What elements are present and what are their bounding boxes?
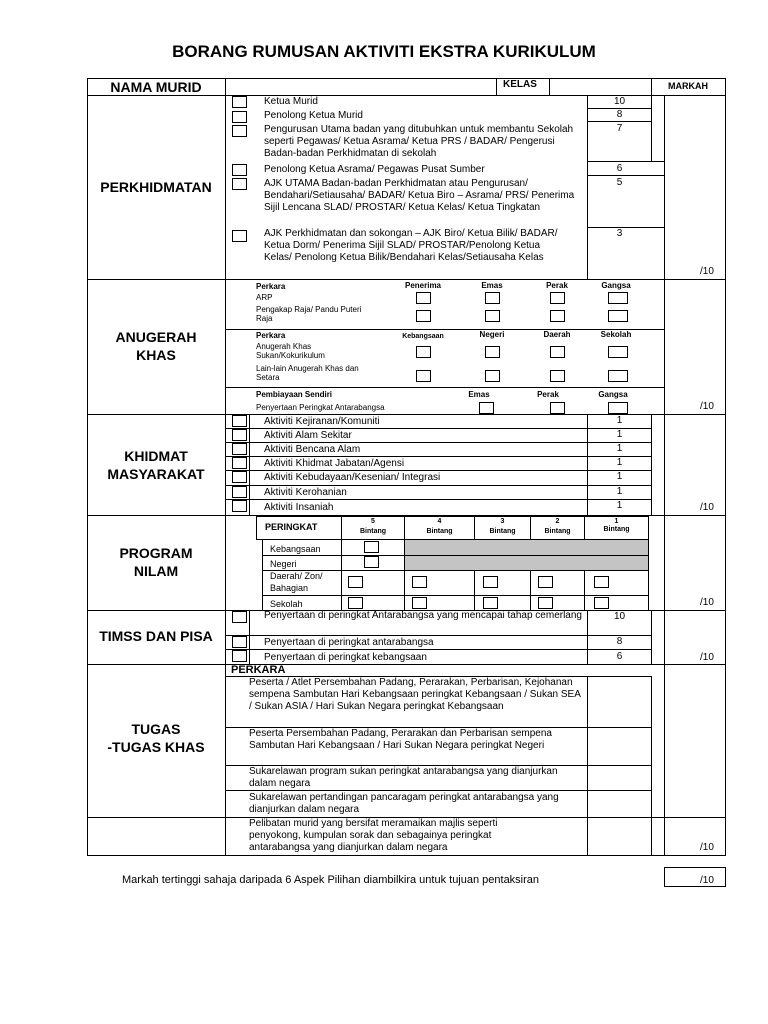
column-header: Perak bbox=[537, 390, 559, 399]
score-value: 10 bbox=[613, 611, 626, 622]
list-item: Penolong Ketua Murid bbox=[264, 110, 363, 121]
column-header: 1 bbox=[614, 518, 619, 525]
divider bbox=[651, 414, 652, 515]
divider bbox=[225, 649, 651, 650]
nilam-sekolah-2-checkbox[interactable] bbox=[538, 597, 553, 609]
divider bbox=[664, 95, 665, 856]
column-header: 2 bbox=[555, 518, 560, 525]
score-value: 8 bbox=[616, 109, 623, 120]
pengurusan-utama-checkbox[interactable] bbox=[232, 125, 247, 137]
divider bbox=[587, 676, 588, 856]
lain-daerah-checkbox[interactable] bbox=[550, 370, 565, 382]
list-item: Penolong Ketua Asrama/ Pegawas Pusat Sumber bbox=[264, 164, 485, 175]
divider bbox=[249, 610, 250, 664]
list-item: Sukarelawan program sukan peringkat antarabangsa yang dianjurkan dalam negara bbox=[249, 766, 558, 790]
table-border bbox=[87, 855, 726, 856]
list-item: Penyertaan di peringkat Antarabangsa yang mencapai tahap cemerlang bbox=[264, 610, 582, 621]
score-value: 6 bbox=[616, 651, 623, 662]
score-value: 3 bbox=[616, 228, 623, 239]
score-value: 10 bbox=[613, 96, 626, 107]
list-item: Negeri bbox=[270, 559, 297, 569]
column-header: Bintang bbox=[544, 528, 571, 535]
divider bbox=[496, 78, 497, 96]
list-item: AJK Perkhidmatan dan sokongan – AJK Biro/ Ketua Bilik/ BADAR/ Ketua Dorm/ Penerima Sijil SLAD/ PROSTAR/Penolong Ketua Kelas/ Penolong Ketua Bilik/Bendahari Kelas/Setiausaha Kelas bbox=[264, 228, 558, 264]
ajk-utama-checkbox[interactable] bbox=[232, 178, 247, 190]
divider bbox=[651, 78, 652, 96]
total-score-label: /10 bbox=[700, 502, 714, 513]
column-header: Negeri bbox=[479, 330, 505, 339]
pengakap-perak-checkbox[interactable] bbox=[550, 310, 565, 322]
timss-antarabangsa-cemerlang-checkbox[interactable] bbox=[232, 611, 247, 623]
divider bbox=[651, 95, 652, 161]
antarabangsa-perak-checkbox[interactable] bbox=[550, 402, 565, 414]
column-header: Bintang bbox=[359, 528, 387, 535]
sukan-kebangsaan-checkbox[interactable] bbox=[416, 346, 431, 358]
column-header: Sekolah bbox=[600, 330, 632, 339]
section-label: KHIDMAT MASYARAKAT bbox=[107, 448, 205, 482]
column-header: Bintang bbox=[426, 528, 453, 535]
nilam-sekolah-5-checkbox[interactable] bbox=[348, 597, 363, 609]
penolong-ketua-murid-checkbox[interactable] bbox=[232, 111, 247, 123]
section-khidmat-masyarakat bbox=[87, 447, 225, 483]
kelas-label: KELAS bbox=[503, 79, 537, 90]
pengakap-emas-checkbox[interactable] bbox=[485, 310, 500, 322]
total-score-label: /10 bbox=[700, 597, 714, 608]
divider bbox=[225, 78, 226, 856]
score-value: 5 bbox=[616, 177, 623, 188]
score-value: 6 bbox=[616, 163, 623, 174]
sukan-negeri-checkbox[interactable] bbox=[485, 346, 500, 358]
column-header: Penerima bbox=[404, 281, 442, 290]
nilam-sekolah-4-checkbox[interactable] bbox=[412, 597, 427, 609]
score-value: 1 bbox=[616, 486, 623, 497]
score-value: 1 bbox=[616, 500, 623, 511]
total-score-label: /10 bbox=[700, 401, 714, 412]
list-item: Aktiviti Kejiranan/Komuniti bbox=[264, 416, 380, 427]
arp-emas-checkbox[interactable] bbox=[485, 292, 500, 304]
list-item: Peserta / Atlet Persembahan Padang, Perarakan, Perbarisan, Kejohanan sempena Sambutan Hari Kebangsaan peringkat Kebangsaan / Sukan SEA / Sukan ASIA / Hari Sukan Negara peringkat Kebangsaan bbox=[249, 677, 581, 713]
divider bbox=[87, 279, 726, 280]
column-header: Gangsa bbox=[601, 281, 631, 290]
list-item: Daerah/ Zon/ Bahagian bbox=[270, 571, 323, 593]
kebudayaan-checkbox[interactable] bbox=[232, 471, 247, 483]
list-item: Aktiviti Insaniah bbox=[264, 502, 334, 513]
final-score-box[interactable] bbox=[664, 867, 726, 887]
footer-note: Markah tertinggi sahaja daripada 6 Aspek Pilihan diambilkira untuk tujuan pentaksiran bbox=[122, 874, 540, 886]
page-title: BORANG RUMUSAN AKTIVITI EKSTRA KURIKULUM bbox=[172, 42, 596, 61]
nama-murid-label: NAMA MURID bbox=[110, 79, 202, 95]
total-score-label: /10 bbox=[700, 875, 714, 886]
section-anugerah-khas bbox=[87, 328, 225, 364]
column-header: Pembiayaan Sendiri bbox=[256, 390, 333, 399]
score-value: 8 bbox=[616, 636, 623, 647]
divider bbox=[587, 175, 664, 176]
column-header: Daerah bbox=[543, 330, 571, 339]
list-item: ARP bbox=[256, 293, 273, 302]
timss-kebangsaan-checkbox[interactable] bbox=[232, 650, 247, 662]
list-item: Peserta Persembahan Padang, Perarakan dan Perbarisan sempena Sambutan Hari Kebangsaan / Hari Sukan Negara peringkat Negeri bbox=[249, 728, 552, 752]
ketua-murid-checkbox[interactable] bbox=[232, 96, 247, 108]
score-value: 1 bbox=[616, 471, 623, 482]
nilam-daerah-1-checkbox[interactable] bbox=[594, 576, 609, 588]
column-header: Emas bbox=[481, 281, 503, 290]
list-item: Penyertaan di peringkat kebangsaan bbox=[264, 652, 427, 663]
section-program-nilam bbox=[87, 544, 225, 580]
nilam-sekolah-1-checkbox[interactable] bbox=[594, 597, 609, 609]
khidmat-jabatan-checkbox[interactable] bbox=[232, 457, 247, 469]
divider bbox=[648, 516, 649, 610]
list-item: Aktiviti Kerohanian bbox=[264, 487, 347, 498]
kelas-field[interactable] bbox=[550, 79, 650, 94]
column-header: Gangsa bbox=[598, 390, 628, 399]
divider bbox=[87, 664, 726, 665]
antarabangsa-emas-checkbox[interactable] bbox=[479, 402, 494, 414]
nilam-kebangsaan-5-checkbox[interactable] bbox=[364, 541, 379, 553]
nilam-daerah-2-checkbox[interactable] bbox=[538, 576, 553, 588]
section-tugas-khas bbox=[87, 720, 225, 756]
list-item: Aktiviti Kebudayaan/Kesenian/ Integrasi bbox=[264, 472, 441, 483]
section-label: ANUGERAH KHAS bbox=[115, 329, 197, 363]
column-header: Kebangsaan bbox=[402, 333, 444, 340]
list-item: Aktiviti Khidmat Jabatan/Agensi bbox=[264, 458, 405, 469]
divider bbox=[256, 516, 257, 540]
alam-sekitar-checkbox[interactable] bbox=[232, 429, 247, 441]
divider bbox=[651, 610, 652, 664]
divider bbox=[225, 387, 664, 388]
total-score-label: /10 bbox=[700, 842, 714, 853]
lain-negeri-checkbox[interactable] bbox=[485, 370, 500, 382]
nilam-sekolah-3-checkbox[interactable] bbox=[483, 597, 498, 609]
list-item: Penyertaan Peringkat Antarabangsa bbox=[256, 403, 385, 412]
total-score-label: /10 bbox=[700, 266, 714, 277]
score-value: 1 bbox=[616, 429, 623, 440]
divider bbox=[262, 540, 263, 610]
list-item: AJK UTAMA Badan-badan Perkhidmatan atau Pengurusan/ Bendahari/Setiausaha/ BADAR/ Ketua Biro – Asrama/ PRS/ Penerima Sijil Lencana SLAD/ PROSTAR/ Ketua Kelas/ Ketua Tingkatan bbox=[264, 178, 575, 214]
column-header: 4 bbox=[437, 518, 442, 525]
sukan-sekolah-checkbox[interactable] bbox=[608, 346, 628, 358]
kejiranan-checkbox[interactable] bbox=[232, 415, 247, 427]
penolong-ketua-asrama-checkbox[interactable] bbox=[232, 164, 247, 176]
score-value: 7 bbox=[616, 123, 623, 134]
ajk-perkhidmatan-checkbox[interactable] bbox=[232, 230, 247, 242]
nilam-negeri-5-checkbox[interactable] bbox=[364, 556, 379, 568]
list-item: Aktiviti Alam Sekitar bbox=[264, 430, 352, 441]
kerohanian-checkbox[interactable] bbox=[232, 486, 247, 498]
column-header: Perkara bbox=[256, 331, 286, 340]
section-perkhidmatan: PERKHIDMATAN bbox=[100, 179, 212, 195]
arp-gangsa-checkbox[interactable] bbox=[608, 292, 628, 304]
lain-sekolah-checkbox[interactable] bbox=[608, 370, 628, 382]
column-header: Perkara bbox=[256, 282, 286, 291]
column-header: Perak bbox=[546, 281, 568, 290]
bencana-alam-checkbox[interactable] bbox=[232, 443, 247, 455]
list-item: Aktiviti Bencana Alam bbox=[264, 444, 361, 455]
list-item: Kebangsaan bbox=[270, 544, 321, 554]
divider bbox=[587, 121, 651, 122]
list-item: Ketua Murid bbox=[264, 96, 318, 107]
score-value: 1 bbox=[616, 415, 623, 426]
list-item: Sekolah bbox=[270, 599, 303, 609]
pengakap-gangsa-checkbox[interactable] bbox=[608, 310, 628, 322]
divider bbox=[651, 676, 652, 856]
list-item: Pengurusan Utama badan yang ditubuhkan untuk membantu Sekolah seperti Pegawas/ Ketua Asrama/ Ketua PRS / BADAR/ Pengerusi Badan-badan Perkhidmatan di sekolah bbox=[264, 124, 574, 160]
nilam-daerah-3-checkbox[interactable] bbox=[483, 576, 498, 588]
insaniah-checkbox[interactable] bbox=[232, 500, 247, 512]
list-item: Penyertaan di peringkat antarabangsa bbox=[264, 637, 434, 648]
list-item: Lain-lain Anugerah Khas dan Setara bbox=[256, 364, 359, 382]
column-header: Bintang bbox=[603, 526, 630, 533]
timss-antarabangsa-checkbox[interactable] bbox=[232, 636, 247, 648]
nilam-daerah-5-checkbox[interactable] bbox=[348, 576, 363, 588]
table-border bbox=[725, 78, 726, 856]
divider bbox=[587, 161, 664, 162]
markah-label: MARKAH bbox=[668, 81, 708, 91]
column-header: 3 bbox=[500, 518, 505, 525]
arp-perak-checkbox[interactable] bbox=[550, 292, 565, 304]
divider bbox=[262, 595, 648, 596]
nilam-daerah-4-checkbox[interactable] bbox=[412, 576, 427, 588]
list-item: Pengakap Raja/ Pandu Puteri Raja bbox=[256, 305, 362, 323]
column-header: PERINGKAT bbox=[265, 522, 318, 532]
antarabangsa-gangsa-checkbox[interactable] bbox=[608, 402, 628, 414]
divider bbox=[405, 555, 648, 556]
section-label: PROGRAM NILAM bbox=[119, 545, 193, 579]
list-item: Anugerah Khas Sukan/Kokurikulum bbox=[256, 342, 325, 360]
column-header: 5 bbox=[371, 518, 375, 525]
section-timss-pisa: TIMSS DAN PISA bbox=[99, 628, 213, 644]
total-score-label: /10 bbox=[700, 652, 714, 663]
nama-murid-field[interactable] bbox=[226, 79, 495, 94]
score-value: 1 bbox=[616, 457, 623, 468]
pengakap-penerima-checkbox[interactable] bbox=[416, 310, 431, 322]
arp-penerima-checkbox[interactable] bbox=[416, 292, 431, 304]
column-header: PERKARA bbox=[231, 664, 286, 676]
column-header: Emas bbox=[468, 390, 490, 399]
lain-kebangsaan-checkbox[interactable] bbox=[416, 370, 431, 382]
list-item: Sukarelawan pertandingan pancaragam peringkat antarabangsa yang dianjurkan dalam negara bbox=[249, 792, 559, 816]
score-value: 1 bbox=[616, 443, 623, 454]
section-label: TUGAS -TUGAS KHAS bbox=[107, 721, 205, 755]
column-header: Bintang bbox=[489, 528, 516, 535]
sukan-daerah-checkbox[interactable] bbox=[550, 346, 565, 358]
list-item: Pelibatan murid yang bersifat meramaikan majlis seperti penyokong, kumpulan sorak dan sebagainya peringkat antarabangsa yang dianjurkan dalam negara bbox=[249, 818, 498, 854]
